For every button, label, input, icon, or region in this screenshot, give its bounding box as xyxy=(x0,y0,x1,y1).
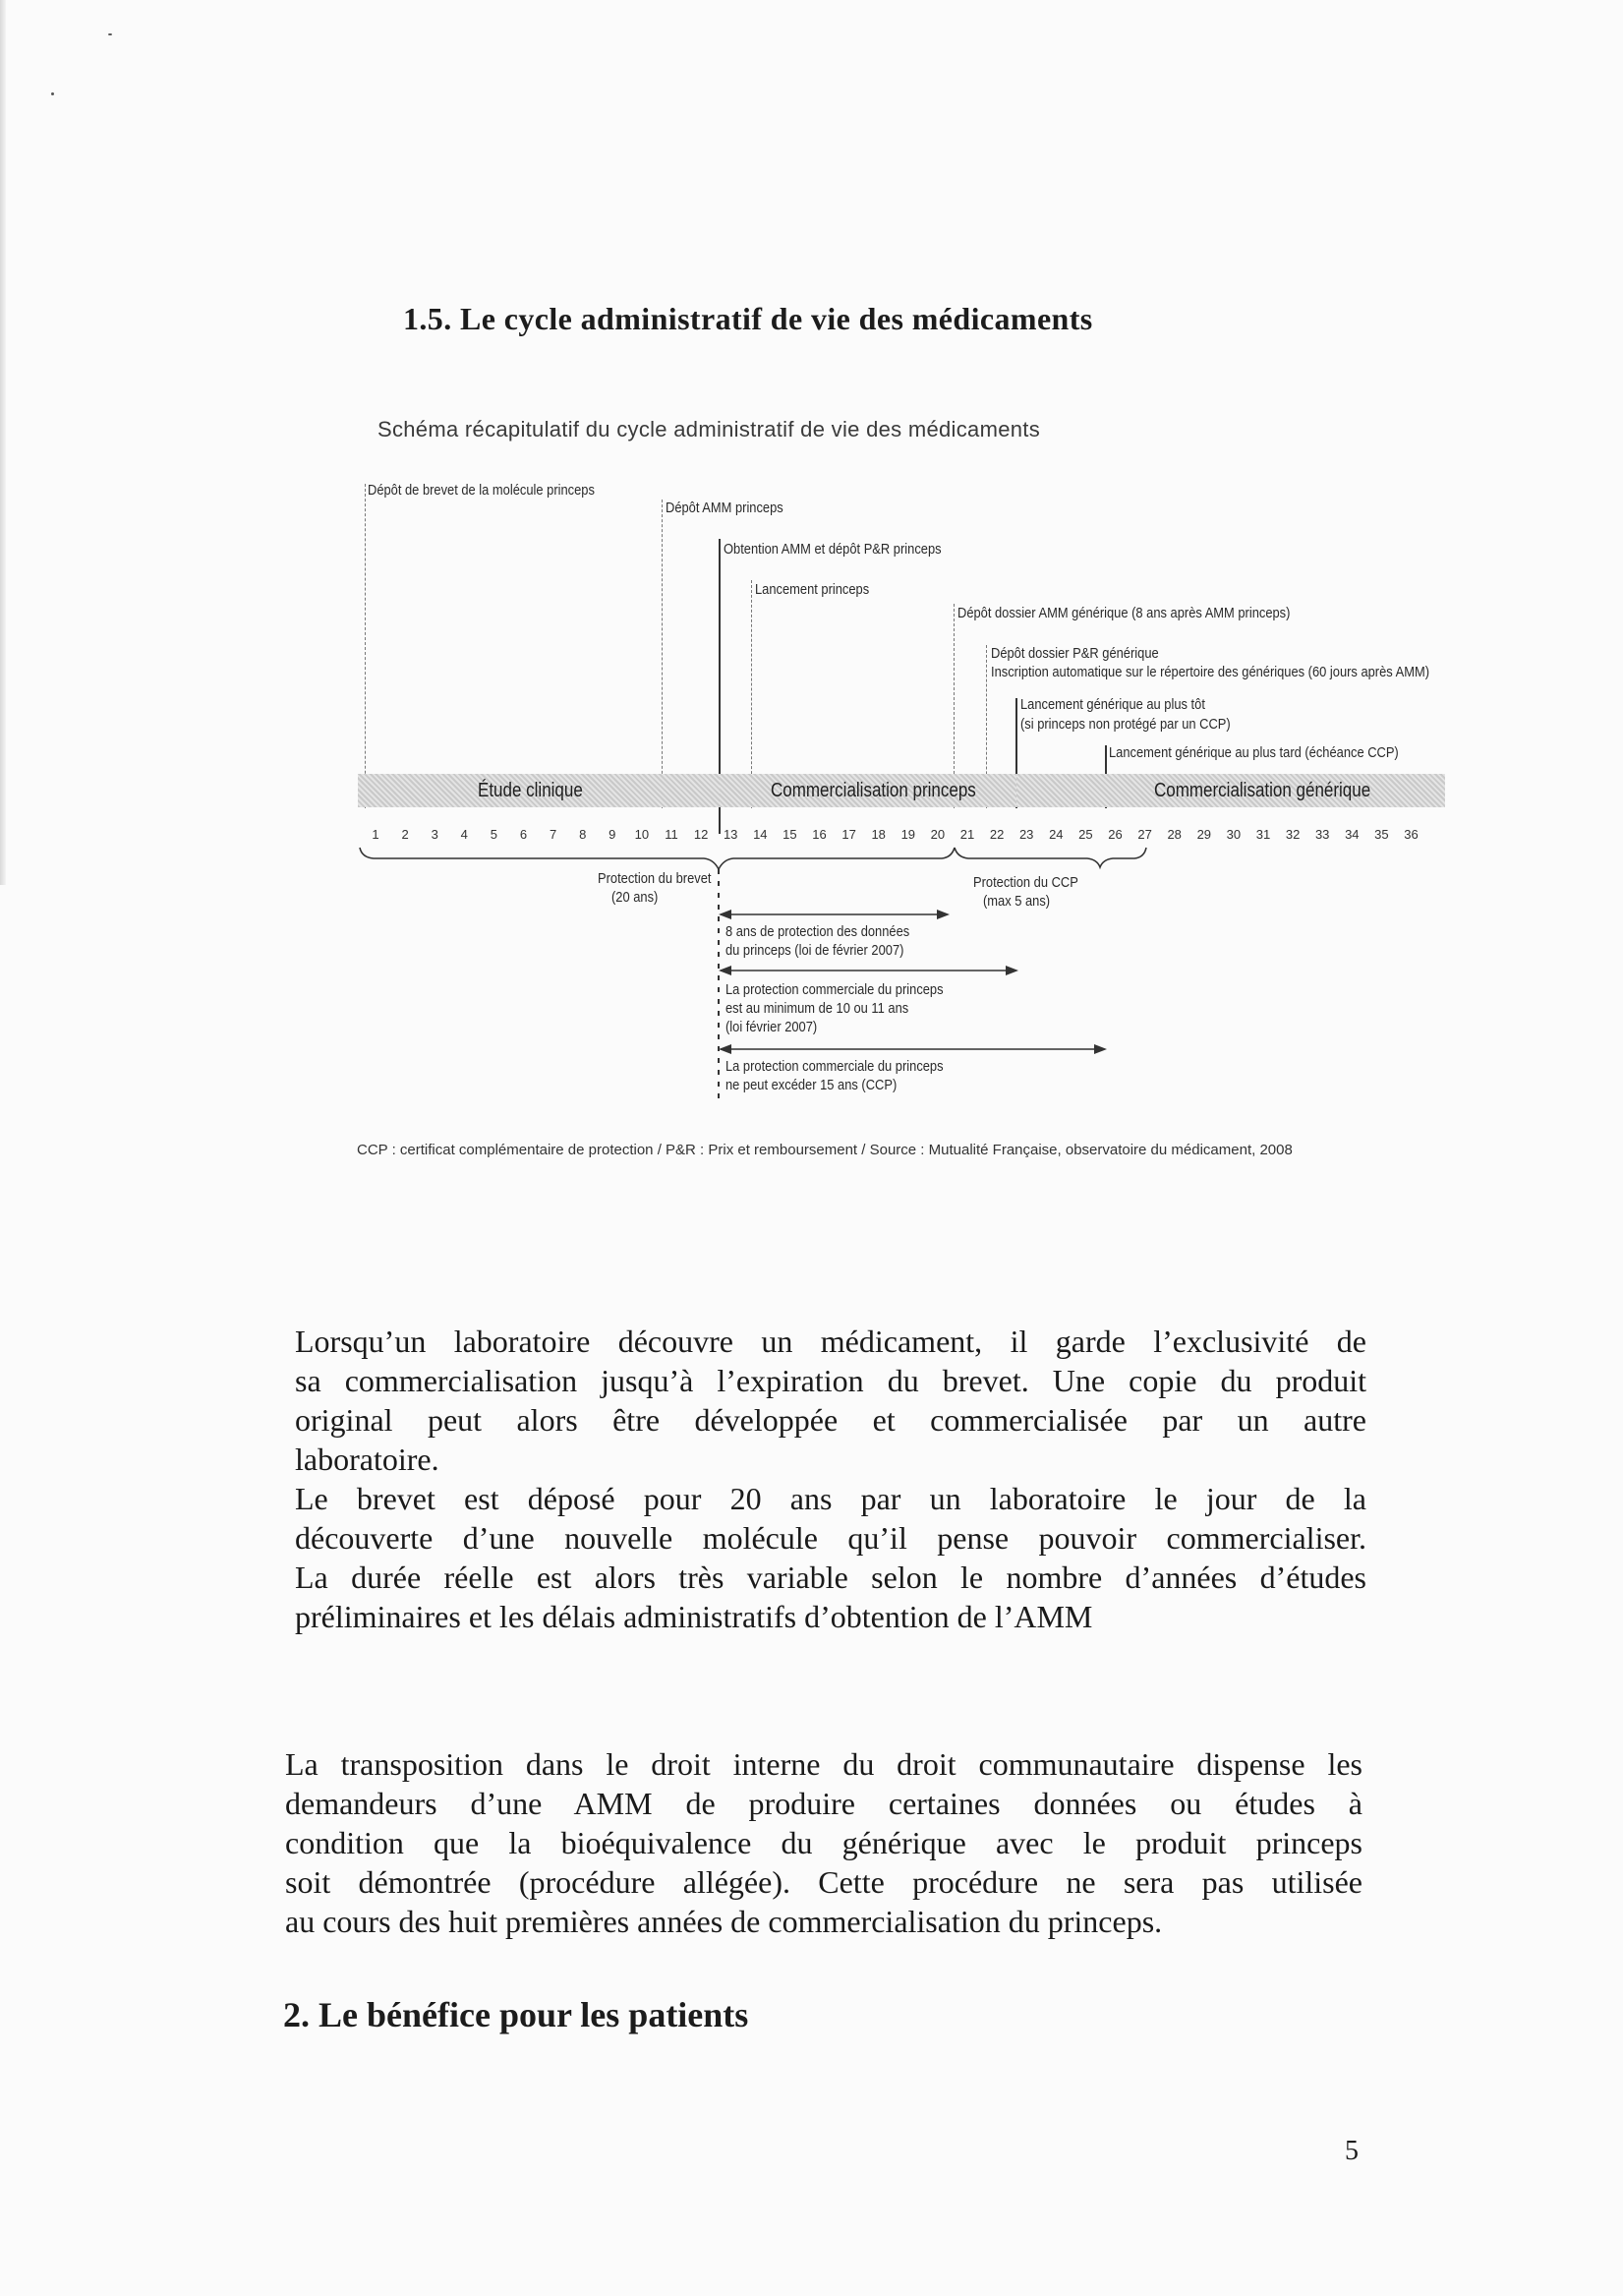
arrow-note-10-11-line3: (loi février 2007) xyxy=(725,1019,818,1035)
paragraph-line: Lorsqu’un laboratoire découvre un médicament, il garde l’exclusivité de xyxy=(295,1324,1366,1359)
paragraph-line: original peut alors être développée et commercialisée par un autre xyxy=(295,1402,1366,1438)
protection-ccp-label: Protection du CCP xyxy=(973,874,1078,891)
annotation-lancement-tard: Lancement générique au plus tard (échéance CCP) xyxy=(1109,744,1399,761)
section-2-title: 2. Le bénéfice pour les patients xyxy=(283,1995,749,2034)
arrow-note-8-ans-line2: du princeps (loi de février 2007) xyxy=(725,942,904,959)
timeline-tick: 25 xyxy=(1078,827,1093,842)
timeline-tick: 20 xyxy=(930,827,946,842)
paragraph-line: découverte d’une nouvelle molécule qu’il pense pouvoir commercialiser. xyxy=(295,1520,1366,1556)
page-number: 5 xyxy=(1345,2136,1359,2166)
annotation-depot-amm: Dépôt AMM princeps xyxy=(666,500,783,516)
arrowhead-8-ans-right xyxy=(937,910,950,919)
timeline-tick: 12 xyxy=(693,827,709,842)
timeline-tick: 22 xyxy=(989,827,1005,842)
paragraph-line: au cours des huit premières années de commercialisation du princeps. xyxy=(285,1904,1163,1939)
annotation-inscription-repertoire: Inscription automatique sur le répertoire des génériques (60 jours après AMM) xyxy=(991,664,1429,680)
timeline-tick: 32 xyxy=(1285,827,1301,842)
protection-ccp-duration: (max 5 ans) xyxy=(983,893,1051,910)
arrowhead-15-left xyxy=(719,1044,731,1054)
timeline-tick: 10 xyxy=(634,827,650,842)
timeline-tick: 9 xyxy=(609,827,616,842)
arrowhead-10-11-right xyxy=(1006,966,1018,975)
arrowhead-10-11-left xyxy=(719,966,731,975)
annotation-depot-pr-generique: Dépôt dossier P&R générique xyxy=(991,645,1159,662)
paragraph-line: Le brevet est déposé pour 20 ans par un laboratoire le jour de la xyxy=(295,1481,1366,1516)
phase-label-etude: Étude clinique xyxy=(478,780,583,801)
timeline-tick: 7 xyxy=(549,827,557,842)
arrowhead-15-right xyxy=(1094,1044,1107,1054)
timeline-tick: 21 xyxy=(959,827,975,842)
arrow-note-15-line2: ne peut excéder 15 ans (CCP) xyxy=(725,1077,898,1093)
annotation-lancement-princeps: Lancement princeps xyxy=(755,581,870,598)
annotation-depot-brevet: Dépôt de brevet de la molécule princeps xyxy=(368,482,595,499)
timeline-tick: 6 xyxy=(519,827,528,842)
diagram-caption: Schéma récapitulatif du cycle administratif de vie des médicaments xyxy=(377,417,1040,442)
timeline-tick: 16 xyxy=(812,827,827,842)
arrowhead-8-ans-left xyxy=(719,910,731,919)
paragraph-line: sa commercialisation jusqu’à l’expiration du brevet. Une copie du produit xyxy=(295,1363,1366,1398)
timeline-tick: 35 xyxy=(1374,827,1389,842)
protection-brevet-label: Protection du brevet xyxy=(598,870,712,887)
paragraph-line: condition que la bioéquivalence du générique avec le produit princeps xyxy=(285,1825,1362,1860)
timeline-tick: 33 xyxy=(1314,827,1330,842)
timeline-tick: 28 xyxy=(1167,827,1182,842)
paragraph-line: La durée réelle est alors très variable selon le nombre d’années d’études xyxy=(295,1560,1366,1595)
arrow-note-10-11-line1: La protection commerciale du princeps xyxy=(725,981,944,998)
timeline-tick: 17 xyxy=(841,827,856,842)
brace-brevet xyxy=(360,848,955,869)
timeline-tick: 23 xyxy=(1018,827,1034,842)
timeline-tick: 4 xyxy=(460,827,468,842)
timeline-tick: 5 xyxy=(490,827,497,842)
timeline-tick: 11 xyxy=(665,827,678,842)
timeline-tick: 30 xyxy=(1226,827,1242,842)
timeline-tick: 19 xyxy=(900,827,916,842)
annotation-lancement-tot-note: (si princeps non protégé par un CCP) xyxy=(1020,716,1231,733)
timeline-tick: 24 xyxy=(1049,827,1064,842)
timeline-tick: 36 xyxy=(1404,827,1419,842)
paragraph-1 xyxy=(295,1322,1366,1636)
arrow-note-15-line1: La protection commerciale du princeps xyxy=(725,1058,944,1075)
protection-brevet-duration: (20 ans) xyxy=(611,889,659,906)
timeline-tick: 26 xyxy=(1108,827,1123,842)
paragraph-2 xyxy=(285,1744,1362,1941)
paragraph-line: La transposition dans le droit interne du droit communautaire dispense les xyxy=(285,1746,1362,1782)
timeline-tick: 18 xyxy=(871,827,886,842)
paragraph-line: laboratoire. xyxy=(295,1442,439,1477)
arrow-note-8-ans-line1: 8 ans de protection des données xyxy=(725,923,910,940)
phase-label-generique: Commercialisation générique xyxy=(1154,780,1371,801)
timeline-tick: 31 xyxy=(1255,827,1271,842)
timeline-tick: 34 xyxy=(1345,827,1360,842)
timeline-tick: 27 xyxy=(1137,827,1152,842)
timeline-tick: 3 xyxy=(431,827,438,842)
timeline-tick: 1 xyxy=(372,827,379,842)
annotation-depot-amm-generique: Dépôt dossier AMM générique (8 ans après AMM princeps) xyxy=(957,605,1291,621)
annotation-lancement-tot: Lancement générique au plus tôt xyxy=(1020,696,1205,713)
timeline-tick: 13 xyxy=(723,827,738,842)
annotation-obtention-amm: Obtention AMM et dépôt P&R princeps xyxy=(724,541,942,558)
timeline-tick: 15 xyxy=(783,827,797,842)
timeline-tick: 29 xyxy=(1196,827,1212,842)
timeline-tick: 14 xyxy=(753,827,768,842)
paragraph-line: soit démontrée (procédure allégée). Cette procédure ne sera pas utilisée xyxy=(285,1864,1362,1900)
phase-label-princeps: Commercialisation princeps xyxy=(771,780,976,801)
brace-ccp xyxy=(955,848,1146,867)
paragraph-line: demandeurs d’une AMM de produire certaines données ou études à xyxy=(285,1786,1362,1821)
diagram-footnote: CCP : certificat complémentaire de protection / P&R : Prix et remboursement / Source : Mutualité Française, observatoire du médicament, 2008 xyxy=(357,1142,1293,1158)
section-title: 1.5. Le cycle administratif de vie des médicaments xyxy=(403,301,1093,336)
paragraph-line: préliminaires et les délais administratifs d’obtention de l’AMM xyxy=(295,1599,1093,1634)
arrow-note-10-11-line2: est au minimum de 10 ou 11 ans xyxy=(725,1000,909,1017)
timeline-tick: 8 xyxy=(579,827,587,842)
timeline-tick: 2 xyxy=(401,827,409,842)
